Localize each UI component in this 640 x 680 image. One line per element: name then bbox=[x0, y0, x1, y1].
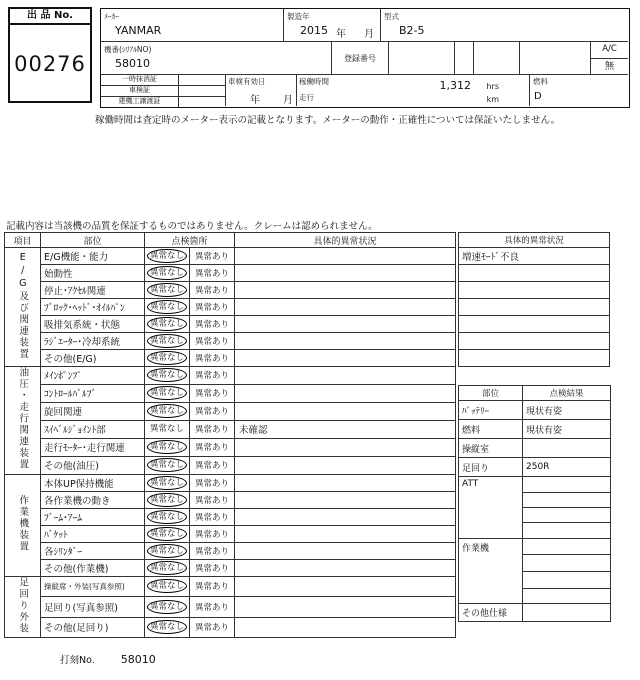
remark-cell bbox=[235, 265, 456, 282]
part-cell: 始動性 bbox=[41, 265, 145, 282]
category-label: 作業機装置 bbox=[17, 494, 29, 553]
part-header: 部位 bbox=[41, 233, 145, 248]
detail-header: 具体的異常状況 bbox=[235, 233, 456, 248]
shaken-month-unit: 月 bbox=[283, 95, 293, 106]
table-row bbox=[5, 474, 456, 491]
remark-row bbox=[459, 350, 610, 367]
table-row bbox=[5, 299, 456, 316]
shaken-validity-cell bbox=[226, 75, 297, 106]
table-row bbox=[5, 438, 456, 456]
result-value bbox=[523, 539, 611, 555]
result-value bbox=[523, 523, 611, 539]
ac-cell bbox=[591, 42, 628, 75]
ok-cell bbox=[145, 420, 190, 438]
table-row bbox=[5, 350, 456, 367]
ok-cell bbox=[145, 542, 190, 559]
result-row bbox=[459, 420, 611, 439]
ng-cell: 異常あり bbox=[190, 265, 235, 282]
ok-mark: 異常なし bbox=[147, 351, 187, 365]
remark-row bbox=[459, 299, 610, 316]
ng-cell: 異常あり bbox=[190, 282, 235, 299]
ok-cell bbox=[145, 282, 190, 299]
ok-cell bbox=[145, 456, 190, 474]
ok-cell bbox=[145, 474, 190, 491]
ok-mark: 異常なし bbox=[147, 249, 187, 263]
result-value: 現状有姿 bbox=[523, 420, 611, 439]
maker-cell bbox=[101, 9, 284, 42]
part-cell: ﾌﾞｰﾑ･ｱｰﾑ bbox=[41, 508, 145, 525]
empty-cell bbox=[474, 42, 520, 75]
ok-cell bbox=[145, 248, 190, 265]
ng-cell: 異常あり bbox=[190, 350, 235, 367]
result-part: その他仕様 bbox=[459, 604, 523, 622]
registration-number-cell bbox=[332, 42, 389, 75]
ok-cell bbox=[145, 617, 190, 638]
result-part: 作業機 bbox=[459, 539, 523, 604]
fuel-value: D bbox=[534, 91, 542, 102]
remark-row bbox=[459, 282, 610, 299]
category-label: 油圧・走行関連装置 bbox=[17, 367, 29, 471]
claim-disclaimer-note: 記載内容は当該機の品質を保証するものではありません。クレームは認められません。 bbox=[6, 221, 378, 232]
stamp-value: 58010 bbox=[120, 653, 156, 666]
ok-mark: 異常なし bbox=[147, 404, 187, 418]
cert-label: 建機工譲渡証 bbox=[101, 97, 179, 107]
ok-mark: 異常なし bbox=[147, 620, 187, 634]
ng-cell: 異常あり bbox=[190, 333, 235, 350]
part-cell: 操縦席・外装(写真参照) bbox=[41, 576, 145, 597]
remark-cell bbox=[235, 438, 456, 456]
ok-cell bbox=[145, 316, 190, 333]
ok-cell bbox=[145, 597, 190, 618]
part-cell: 各ｼﾘﾝﾀﾞｰ bbox=[41, 542, 145, 559]
result-part: 操縦室 bbox=[459, 439, 523, 458]
empty-cell bbox=[389, 42, 455, 75]
ng-cell: 異常あり bbox=[190, 597, 235, 618]
ng-cell: 異常あり bbox=[190, 474, 235, 491]
ok-cell bbox=[145, 576, 190, 597]
ok-mark: 異常なし bbox=[147, 283, 187, 297]
category-label: 足回り外装 bbox=[17, 576, 29, 634]
remark-row bbox=[459, 316, 610, 333]
lot-number-label: 出 品 No. bbox=[10, 9, 90, 25]
ok-mark: 異常なし bbox=[147, 600, 187, 614]
table-row bbox=[5, 525, 456, 542]
result-row bbox=[459, 458, 611, 477]
remark-cell bbox=[235, 456, 456, 474]
ng-cell: 異常あり bbox=[190, 420, 235, 438]
remark-cell bbox=[235, 333, 456, 350]
remark-cell bbox=[235, 491, 456, 508]
abnormality-remarks-panel bbox=[458, 232, 610, 367]
part-cell: ﾌﾞﾛｯｸ･ﾍｯﾄﾞ･ｵｲﾙﾊﾟﾝ bbox=[41, 299, 145, 316]
ok-mark: 異常なし bbox=[147, 386, 187, 400]
cert-checkbox bbox=[179, 86, 225, 96]
cert-checkbox bbox=[179, 75, 225, 85]
remark-cell bbox=[235, 617, 456, 638]
table-row bbox=[5, 384, 456, 402]
result-value bbox=[523, 589, 611, 604]
part-cell: その他(作業機) bbox=[41, 559, 145, 576]
result-value bbox=[523, 555, 611, 572]
part-cell: 走行ﾓｰﾀｰ･走行関連 bbox=[41, 438, 145, 456]
result-part: ﾊﾞｯﾃﾘｰ bbox=[459, 401, 523, 420]
cert-checkbox bbox=[179, 97, 225, 107]
result-value bbox=[523, 572, 611, 589]
part-cell: ｺﾝﾄﾛｰﾙﾊﾞﾙﾌﾞ bbox=[41, 384, 145, 402]
table-row bbox=[5, 559, 456, 576]
result-value bbox=[523, 508, 611, 523]
category-cell bbox=[5, 576, 41, 638]
model-value: B2-5 bbox=[399, 24, 425, 37]
inspection-table bbox=[4, 232, 456, 638]
remark-cell bbox=[235, 542, 456, 559]
result-value bbox=[523, 439, 611, 458]
year-unit: 年 bbox=[336, 29, 346, 40]
category-cell bbox=[5, 248, 41, 367]
remark-row bbox=[459, 265, 610, 282]
result-value: 250R bbox=[523, 458, 611, 477]
model-label: 型式 bbox=[384, 12, 399, 21]
stamp-label: 打刻No. bbox=[60, 655, 95, 666]
table-row bbox=[5, 248, 456, 265]
part-cell: E/G機能・能力 bbox=[41, 248, 145, 265]
remark-cell: 未確認 bbox=[235, 420, 456, 438]
part-cell: 吸排気系統・状態 bbox=[41, 316, 145, 333]
shaken-year-unit: 年 bbox=[250, 95, 260, 106]
ok-cell bbox=[145, 525, 190, 542]
part-cell: ﾒｲﾝﾎﾟﾝﾌﾟ bbox=[41, 367, 145, 385]
remark-row: 増速ﾓｰﾄﾞ不良 bbox=[459, 248, 610, 265]
remark-cell bbox=[235, 576, 456, 597]
part-cell: 足回り(写真参照) bbox=[41, 597, 145, 618]
remarks-header: 具体的異常状況 bbox=[459, 233, 610, 248]
result-part: ATT bbox=[459, 477, 523, 539]
ok-mark: 異常なし bbox=[147, 510, 187, 524]
result-row bbox=[459, 604, 611, 622]
cert-label: 一時抹消証 bbox=[101, 75, 179, 85]
result-value bbox=[523, 604, 611, 622]
empty-cell bbox=[520, 42, 591, 75]
serial-label: 機番(ｼﾘｱﾙNO) bbox=[104, 45, 152, 54]
ok-mark: 異常なし bbox=[147, 458, 187, 472]
ac-value: 無 bbox=[604, 61, 615, 72]
model-cell bbox=[381, 9, 628, 42]
category-cell bbox=[5, 474, 41, 576]
result-row bbox=[459, 539, 611, 555]
mileage-unit: km bbox=[486, 95, 499, 104]
hours-value: 1,312 bbox=[439, 79, 471, 92]
remark-cell bbox=[235, 316, 456, 333]
ok-cell bbox=[145, 559, 190, 576]
result-value: 現状有姿 bbox=[523, 401, 611, 420]
stamp-number bbox=[60, 652, 156, 666]
cert-label: 車検証 bbox=[101, 86, 179, 96]
lot-number-value: 00276 bbox=[14, 52, 86, 76]
ok-mark: 異常なし bbox=[147, 544, 187, 558]
table-row bbox=[5, 508, 456, 525]
part-cell: その他(足回り) bbox=[41, 617, 145, 638]
result-part: 足回り bbox=[459, 458, 523, 477]
hours-label: 稼働時間 bbox=[299, 77, 329, 86]
ok-cell bbox=[145, 367, 190, 385]
ok-cell bbox=[145, 508, 190, 525]
serial-cell bbox=[101, 42, 332, 75]
ng-cell: 異常あり bbox=[190, 491, 235, 508]
result-row bbox=[459, 477, 611, 493]
ok-cell bbox=[145, 384, 190, 402]
remark-cell bbox=[235, 597, 456, 618]
ok-mark: 異常なし bbox=[147, 493, 187, 507]
remark-cell bbox=[235, 367, 456, 385]
table-row bbox=[5, 367, 456, 385]
results-result-header: 点検結果 bbox=[523, 386, 611, 401]
ok-cell bbox=[145, 402, 190, 420]
part-cell: 各作業機の動き bbox=[41, 491, 145, 508]
category-cell bbox=[5, 367, 41, 475]
remark-cell bbox=[235, 384, 456, 402]
ok-cell bbox=[145, 299, 190, 316]
mileage-label: 走行 bbox=[299, 93, 314, 102]
table-row bbox=[5, 542, 456, 559]
ok-mark: 異常なし bbox=[149, 424, 184, 435]
ng-cell: 異常あり bbox=[190, 438, 235, 456]
fuel-label: 燃料 bbox=[533, 77, 548, 86]
ng-cell: 異常あり bbox=[190, 402, 235, 420]
table-row bbox=[5, 576, 456, 597]
check-header: 点検箇所 bbox=[145, 233, 235, 248]
ok-cell bbox=[145, 438, 190, 456]
part-cell: 停止･ｱｸｾﾙ関連 bbox=[41, 282, 145, 299]
manufacture-year-cell bbox=[284, 9, 381, 42]
ng-cell: 異常あり bbox=[190, 456, 235, 474]
table-row bbox=[5, 265, 456, 282]
ng-cell: 異常あり bbox=[190, 508, 235, 525]
ng-cell: 異常あり bbox=[190, 576, 235, 597]
table-row bbox=[5, 597, 456, 618]
manufacture-year-label: 製造年 bbox=[287, 12, 310, 21]
check-results-panel bbox=[458, 385, 611, 622]
ng-cell: 異常あり bbox=[190, 617, 235, 638]
meter-disclaimer-note: 稼働時間は査定時のメーター表示の記載となります。メーターの動作・正確性については保証いたしません。 bbox=[95, 115, 561, 126]
remark-cell bbox=[235, 402, 456, 420]
hours-unit: hrs bbox=[486, 82, 499, 91]
ok-cell bbox=[145, 265, 190, 282]
hours-mileage-cell bbox=[297, 75, 530, 106]
ng-cell: 異常あり bbox=[190, 542, 235, 559]
ok-cell bbox=[145, 491, 190, 508]
ng-cell: 異常あり bbox=[190, 299, 235, 316]
ok-mark: 異常なし bbox=[147, 334, 187, 348]
ok-mark: 異常なし bbox=[147, 561, 187, 575]
serial-value: 58010 bbox=[115, 57, 150, 70]
part-cell: その他(油圧) bbox=[41, 456, 145, 474]
ok-mark: 異常なし bbox=[147, 317, 187, 331]
month-unit: 月 bbox=[364, 29, 374, 40]
maker-value: YANMAR bbox=[115, 24, 162, 37]
ng-cell: 異常あり bbox=[190, 367, 235, 385]
ng-cell: 異常あり bbox=[190, 248, 235, 265]
part-cell: ｽｲﾍﾞﾙｼﾞｮｲﾝﾄ部 bbox=[41, 420, 145, 438]
lot-number-box bbox=[8, 7, 92, 103]
table-row bbox=[5, 402, 456, 420]
part-cell: その他(E/G) bbox=[41, 350, 145, 367]
ok-mark: 異常なし bbox=[147, 579, 187, 593]
empty-cell bbox=[455, 42, 474, 75]
table-row bbox=[5, 491, 456, 508]
ng-cell: 異常あり bbox=[190, 384, 235, 402]
remark-cell bbox=[235, 299, 456, 316]
certificates-block bbox=[101, 75, 226, 106]
ng-cell: 異常あり bbox=[190, 559, 235, 576]
category-label: E/G及び関連装置 bbox=[17, 251, 29, 360]
table-row bbox=[5, 456, 456, 474]
ok-cell bbox=[145, 350, 190, 367]
table-row bbox=[5, 282, 456, 299]
remark-cell bbox=[235, 350, 456, 367]
table-row bbox=[5, 333, 456, 350]
part-cell: 本体UP保持機能 bbox=[41, 474, 145, 491]
item-header: 項目 bbox=[5, 233, 41, 248]
remark-cell bbox=[235, 525, 456, 542]
maker-label: ﾒｰｶｰ bbox=[104, 12, 119, 21]
shaken-validity-label: 車検有効日 bbox=[228, 77, 266, 86]
table-row bbox=[5, 617, 456, 638]
machine-info-table bbox=[100, 8, 630, 108]
table-row bbox=[5, 316, 456, 333]
ac-label: A/C bbox=[591, 42, 628, 59]
ok-mark: 異常なし bbox=[147, 527, 187, 541]
ok-mark: 異常なし bbox=[147, 476, 187, 490]
result-part: 燃料 bbox=[459, 420, 523, 439]
remark-cell bbox=[235, 508, 456, 525]
remark-cell bbox=[235, 559, 456, 576]
ok-mark: 異常なし bbox=[147, 300, 187, 314]
part-cell: ﾗｼﾞｴｰﾀｰ･冷却系統 bbox=[41, 333, 145, 350]
ok-mark: 異常なし bbox=[147, 440, 187, 454]
result-row bbox=[459, 401, 611, 420]
remark-cell bbox=[235, 282, 456, 299]
result-value bbox=[523, 477, 611, 493]
fuel-cell bbox=[530, 75, 628, 106]
part-cell: ﾊﾞｹｯﾄ bbox=[41, 525, 145, 542]
results-part-header: 部位 bbox=[459, 386, 523, 401]
ng-cell: 異常あり bbox=[190, 316, 235, 333]
ng-cell: 異常あり bbox=[190, 525, 235, 542]
registration-number-label: 登録番号 bbox=[344, 53, 376, 63]
result-value bbox=[523, 493, 611, 508]
manufacture-year-value: 2015 bbox=[300, 24, 328, 37]
remark-row bbox=[459, 333, 610, 350]
table-row bbox=[5, 420, 456, 438]
remark-cell bbox=[235, 248, 456, 265]
part-cell: 旋回関連 bbox=[41, 402, 145, 420]
result-row bbox=[459, 439, 611, 458]
ok-cell bbox=[145, 333, 190, 350]
remark-cell bbox=[235, 474, 456, 491]
ok-mark: 異常なし bbox=[147, 368, 187, 382]
ok-mark: 異常なし bbox=[147, 266, 187, 280]
